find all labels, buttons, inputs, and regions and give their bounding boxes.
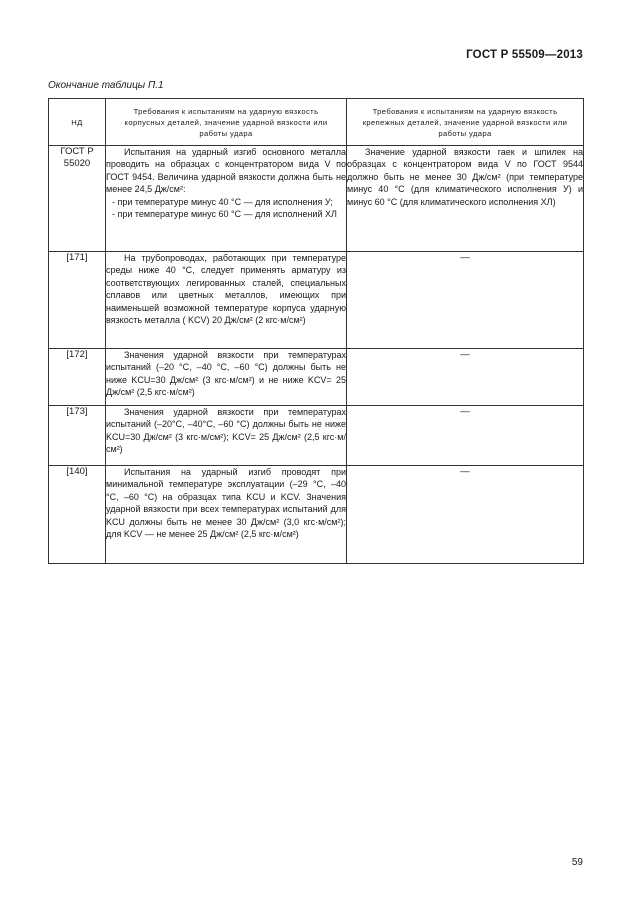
- row-nd: [140]: [49, 466, 106, 564]
- table-caption: Окончание таблицы П.1: [48, 80, 164, 91]
- row-nd: ГОСТ Р 55020: [49, 146, 106, 252]
- requirements-table: [48, 98, 584, 564]
- table-row: [49, 406, 584, 466]
- table-row: [49, 252, 584, 349]
- row-body-requirement: Испытания на ударный изгиб проводят при минимальной температуре эксплуатации (–29 °С, –40 °С, –60 °С) на образцах типа KCU и KCV. Значения ударной вязкости при всех температурах испытаний для KCU должны быть не менее 30 Дж/см² (3,0 кгс·м/см²); для KCV — не менее 25 Дж/см² (2,5 кгс·м/см²): [106, 466, 347, 564]
- table-header-row: [49, 99, 584, 146]
- column-header-nd: НД: [49, 99, 106, 146]
- table-row: [49, 349, 584, 406]
- table-row: [49, 466, 584, 564]
- row-body-requirement: Значения ударной вязкости при температурах испытаний (–20°С, –40°С, –60 °С) должны быть не ниже KCU=30 Дж/см² (3 кгс·м/см²); KCV= 25 Дж/см² (2,5 кгс·м/см²): [106, 406, 347, 466]
- table-row: [49, 146, 584, 252]
- row-fastener-requirement: —: [347, 406, 584, 466]
- column-header-fastener-requirements: Требования к испытаниям на ударную вязкость крепежных деталей, значение ударной вязкости или работы удара: [347, 99, 584, 146]
- row-nd: [171]: [49, 252, 106, 349]
- row-body-requirement: Испытания на ударный изгиб основного металла проводить на образцах с концентратором вида V по ГОСТ 9454. Величина ударной вязкости должна быть не менее 24,5 Дж/см²: - при температуре минус 40 °С — для исполнения У; - при температуре минус 60 °С — для исполнений ХЛ: [106, 146, 347, 252]
- column-header-body-requirements: Требования к испытаниям на ударную вязкость корпусных деталей, значение ударной вязкости или работы удара: [106, 99, 347, 146]
- row-fastener-requirement: —: [347, 466, 584, 564]
- row-fastener-requirement: —: [347, 252, 584, 349]
- row-fastener-requirement: —: [347, 349, 584, 406]
- row-body-requirement: Значения ударной вязкости при температурах испытаний (–20 °С, –40 °С, –60 °С) должны быть не ниже KCU=30 Дж/см² (3 кгс·м/см²) и не ниже KCV= 25 Дж/см² (2,5 кгс·м/см²): [106, 349, 347, 406]
- row-nd: [173]: [49, 406, 106, 466]
- row-body-requirement: На трубопроводах, работающих при температуре среды ниже 40 °С, следует применять арматуру из соответствующих легированных сталей, специальных сплавов или цветных металлов, имеющих при наименьшей возможной температуре корпуса ударную вязкость металла ( KCV) 20 Дж/см² (2 кгс·м/см²): [106, 252, 347, 349]
- row-fastener-requirement: Значение ударной вязкости гаек и шпилек на образцах с концентратором вида V по ГОСТ 9544 должно быть не менее 30 Дж/см² (при температуре минус 40 °С (для климатического исполнения У) и минус 60 °С (для климатического исполнения ХЛ): [347, 146, 584, 252]
- row-nd: [172]: [49, 349, 106, 406]
- standard-designation: ГОСТ Р 55509—2013: [466, 49, 583, 61]
- page-number: 59: [571, 857, 583, 868]
